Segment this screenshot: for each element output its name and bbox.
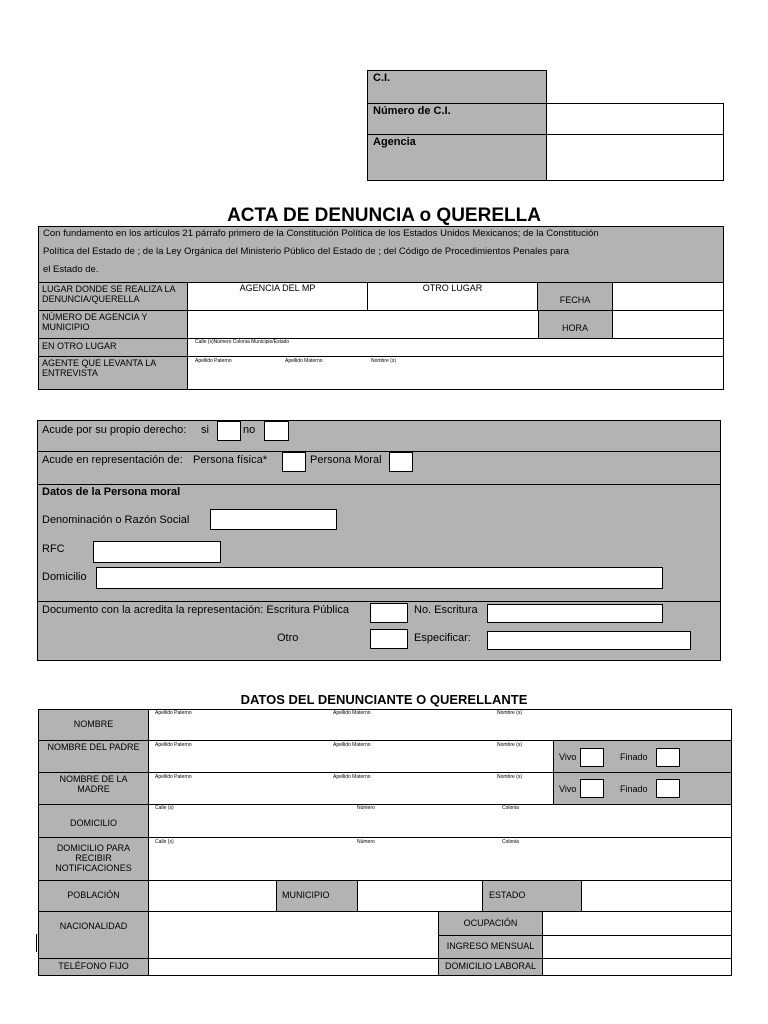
field-hint: Colonia (502, 839, 519, 845)
padre-vivo-checkbox[interactable] (580, 748, 604, 767)
persona-fisica-label: Persona física* (193, 454, 267, 466)
intro-text: el Estado de. (43, 264, 99, 275)
label-text: MUNICIPIO (282, 890, 330, 901)
telefono-field[interactable] (149, 959, 438, 975)
ocupacion-field[interactable] (542, 911, 732, 936)
estado-label (482, 880, 582, 912)
fecha-field[interactable] (612, 282, 724, 311)
lugar-label: LUGAR DONDE SE REALIZA LA DENUNCIA/QUERELLA (42, 284, 176, 305)
label-text: DOMICILIO (69, 818, 117, 829)
agente-label: AGENTE QUE LEVANTA LA ENTREVISTA (42, 358, 156, 379)
especificar-input[interactable] (487, 631, 691, 650)
page-title: ACTA DE DENUNCIA o QUERELLA (227, 205, 541, 226)
numero-agencia-label: NÚMERO DE AGENCIA Y MUNICIPIO (42, 312, 148, 333)
field-hint: Nombre (s) (497, 742, 523, 748)
intro-text: Con fundamento en los artículos 21 párrafo primero de la Constitución Política de los Estados Unidos Mexicanos; de la Constitución (43, 228, 599, 239)
municipio-field[interactable] (358, 881, 482, 911)
field-hint: Nombre (s) (371, 358, 397, 364)
label-text: ESTADO (489, 890, 526, 901)
denominacion-input[interactable] (210, 509, 337, 530)
otro-checkbox[interactable] (370, 629, 408, 649)
agente-field[interactable] (187, 356, 724, 390)
domicilio-input[interactable] (96, 567, 663, 589)
documento-label: Documento con la acredita la representación: Escritura Pública (42, 604, 349, 616)
madre-vivo-checkbox[interactable] (580, 779, 604, 798)
domicilio-laboral-label (438, 958, 543, 976)
no-escritura-label: No. Escritura (414, 604, 478, 616)
divider (37, 601, 721, 602)
ci-label-column (367, 70, 547, 181)
nacionalidad-label (38, 911, 149, 959)
field-hint: Apellido Paterno (155, 774, 192, 780)
estado-field[interactable] (582, 881, 732, 911)
divider (148, 837, 732, 838)
intro-text: Política del Estado de ; de la Ley Orgánica del Ministerio Público del Estado de ; del Código de Procedimientos Penales para (43, 246, 569, 257)
field-hint: Apellido Materno (285, 358, 323, 364)
divider (723, 103, 724, 181)
margin-mark (36, 934, 37, 952)
nacionalidad-field[interactable] (149, 912, 438, 958)
label-text: INGRESO MENSUAL (446, 941, 535, 952)
ingreso-label (438, 935, 543, 959)
divider (37, 451, 721, 452)
nombre-padre-label (38, 740, 149, 773)
otro-lugar-label: OTRO LUGAR (422, 283, 483, 293)
si-label: si (201, 424, 209, 436)
fecha-label: FECHA (559, 295, 591, 305)
acude-representacion-label: Acude en representación de: (42, 454, 183, 466)
numero-agencia-field[interactable] (187, 310, 539, 339)
acude-propio-label: Acude por su propio derecho: (42, 424, 187, 436)
finado-label: Finado (620, 752, 648, 762)
field-hint: Apellido Materno (333, 774, 371, 780)
label-text: OCUPACIÓN (463, 917, 518, 928)
field-hint: Apellido Paterno (155, 742, 192, 748)
field-hint: Colonia (502, 805, 519, 811)
rfc-label: RFC (42, 543, 65, 555)
field-hint: Nombre (s) (497, 710, 523, 716)
en-otro-lugar-label: EN OTRO LUGAR (42, 341, 117, 351)
poblacion-field[interactable] (149, 881, 277, 911)
poblacion-label (38, 880, 149, 912)
nombre-madre-label (38, 772, 149, 805)
rfc-input[interactable] (93, 541, 221, 563)
no-checkbox[interactable] (264, 421, 289, 441)
padre-finado-checkbox[interactable] (656, 748, 680, 767)
madre-finado-checkbox[interactable] (656, 779, 680, 798)
telefono-label (38, 958, 149, 976)
hora-label: HORA (561, 323, 588, 333)
field-hint: Calle (s) (155, 805, 174, 811)
label-text: DOMICILIO PARA RECIBIR NOTIFICACIONES (55, 843, 132, 873)
label-text: NACIONALIDAD (59, 921, 128, 931)
divider (547, 180, 724, 181)
agencia-label: Agencia (373, 136, 416, 148)
section-title: DATOS DEL DENUNCIANTE O QUERELLANTE (240, 692, 528, 707)
datos-moral-heading: Datos de la Persona moral (42, 486, 181, 498)
domicilio-label (38, 804, 149, 838)
label-text: POBLACIÓN (67, 890, 120, 901)
label-text: DOMICILIO LABORAL (444, 961, 537, 972)
field-hint: Apellido Paterno (195, 358, 232, 364)
field-hint: Calle (s)Número Colonia Municipio/Estado (195, 339, 290, 345)
persona-moral-checkbox[interactable] (389, 452, 413, 472)
municipio-label (276, 880, 358, 912)
persona-fisica-checkbox[interactable] (282, 452, 306, 472)
persona-moral-label: Persona Moral (310, 454, 382, 466)
nombre-label (38, 709, 149, 741)
domicilio-notif-label (38, 837, 149, 881)
domicilio-laboral-field[interactable] (542, 958, 732, 976)
divider (37, 484, 721, 485)
denominacion-label: Denominación o Razón Social (42, 514, 190, 526)
ci-label: C.I. (373, 72, 391, 84)
field-hint: Número (357, 805, 375, 811)
agencia-field[interactable] (548, 135, 723, 180)
ocupacion-label (438, 911, 543, 936)
field-hint: Número (357, 839, 375, 845)
vivo-label: Vivo (559, 752, 577, 762)
label-text: NOMBRE DEL PADRE (47, 742, 140, 752)
agencia-mp-label: AGENCIA DEL MP (239, 283, 316, 293)
si-checkbox[interactable] (217, 421, 241, 441)
ingreso-field[interactable] (542, 935, 732, 959)
numero-ci-field[interactable] (548, 104, 723, 134)
label-text: NOMBRE DE LA MADRE (59, 774, 128, 794)
escritura-publica-checkbox[interactable] (370, 603, 408, 623)
hora-field[interactable] (612, 310, 724, 339)
field-hint: Apellido Materno (333, 710, 371, 716)
label-text: NOMBRE (73, 719, 114, 730)
finado-label: Finado (620, 784, 648, 794)
no-escritura-input[interactable] (487, 604, 663, 623)
field-hint: Apellido Paterno (155, 710, 192, 716)
field-hint: Nombre (s) (497, 774, 523, 780)
especificar-label: Especificar: (414, 632, 471, 644)
otro-label: Otro (277, 632, 299, 644)
domicilio-label: Domicilio (42, 571, 87, 583)
numero-ci-label: Número de C.I. (373, 105, 451, 117)
field-hint: Calle (s) (155, 839, 174, 845)
label-text: TELÉFONO FIJO (58, 961, 129, 972)
vivo-label: Vivo (559, 784, 577, 794)
field-hint: Apellido Materno (333, 742, 371, 748)
no-label: no (243, 424, 256, 436)
